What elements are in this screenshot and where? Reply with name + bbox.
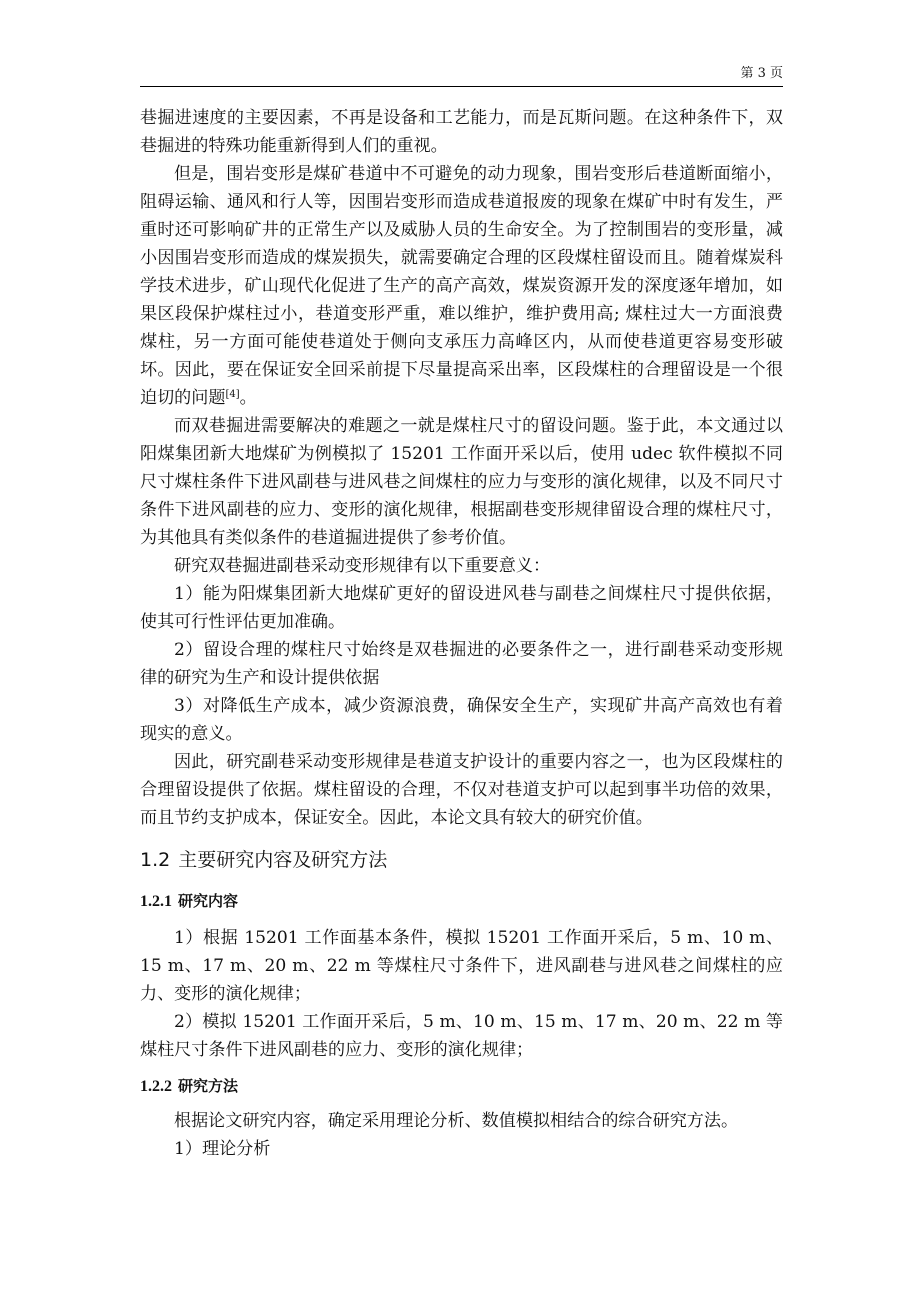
subsection-number: 1.2.1	[140, 893, 172, 910]
paragraph: 因此，研究副巷采动变形规律是巷道支护设计的重要内容之一，也为区段煤柱的合理留设提供了依据。煤柱留设的合理，不仅对巷道支护可以起到事半功倍的效果，而且节约支护成本，保证安全。因此，本论文具有较大的研究价值。	[140, 752, 783, 828]
paragraph: 而双巷掘进需要解决的难题之一就是煤柱尺寸的留设问题。鉴于此，本文通过以阳煤集团新大地煤矿为例模拟了 15201 工作面开采以后，使用 udec 软件模拟不同尺寸煤柱条件下进风副巷与进风巷之间煤柱的应力与变形的演化规律，以及不同尺寸条件下进风副巷的应力、变形的演化规律，根据副巷变形规律留设合理的煤柱尺寸，为其他具有类似条件的巷道掘进提供了参考价值。	[140, 416, 783, 548]
section-heading	[140, 841, 783, 879]
citation-ref: [4]	[225, 389, 240, 400]
document-body	[140, 104, 783, 1163]
list-item: 1）理论分析	[174, 1139, 271, 1159]
page-number: 第 3 页	[740, 66, 783, 81]
subsection-heading	[140, 1069, 783, 1103]
paragraph: 研究双巷掘进副巷采动变形规律有以下重要意义：	[174, 556, 551, 576]
list-item: 3）对降低生产成本，减少资源浪费，确保安全生产，实现矿井高产高效也有着现实的意义。	[140, 696, 783, 744]
subsection-title: 研究方法	[178, 1077, 239, 1095]
list-item: 1）根据 15201 工作面基本条件，模拟 15201 工作面开采后，5 m、10 m、15 m、17 m、20 m、22 m 等煤柱尺寸条件下，进风副巷与进风巷之间煤柱的应力、变形的演化规律；	[140, 928, 783, 1004]
subsection-title: 研究内容	[178, 892, 239, 910]
paragraph-text-end: 。	[239, 388, 257, 408]
section-number: 1.2	[140, 849, 171, 871]
paragraph-text: 但是，围岩变形是煤矿巷道中不可避免的动力现象，围岩变形后巷道断面缩小，阻碍运输、通风和行人等，因围岩变形而造成巷道报废的现象在煤矿中时有发生，严重时还可影响矿井的正常生产以及威胁人员的生命安全。为了控制围岩的变形量，减小因围岩变形而造成的煤炭损失，就需要确定合理的区段煤柱留设而且。随着煤炭科学技术进步，矿山现代化促进了生产的高产高效，煤炭资源开发的深度逐年增加，如果区段保护煤柱过小，巷道变形严重，难以维护，维护费用高; 煤柱过大一方面浪费煤柱，另一方面可能使巷道处于侧向支承压力高峰区内，从而使巷道更容易变形破坏。因此，要在保证安全回采前提下尽量提高采出率，区段煤柱的合理留设是一个很迫切的问题	[140, 164, 783, 408]
paragraph	[140, 160, 783, 412]
paragraph: 根据论文研究内容，确定采用理论分析、数值模拟相结合的综合研究方法。	[174, 1111, 739, 1131]
subsection-number: 1.2.2	[140, 1078, 172, 1095]
subsection-heading	[140, 884, 783, 918]
page-header	[140, 60, 783, 88]
paragraph: 巷掘进速度的主要因素，不再是设备和工艺能力，而是瓦斯问题。在这种条件下，双巷掘进的特殊功能重新得到人们的重视。	[140, 108, 783, 156]
list-item: 2）模拟 15201 工作面开采后，5 m、10 m、15 m、17 m、20 m、22 m 等煤柱尺寸条件下进风副巷的应力、变形的演化规律；	[140, 1012, 783, 1060]
header-divider	[140, 86, 783, 87]
list-item: 2）留设合理的煤柱尺寸始终是双巷掘进的必要条件之一，进行副巷采动变形规律的研究为生产和设计提供依据	[140, 640, 783, 688]
section-title: 主要研究内容及研究方法	[178, 849, 388, 871]
list-item: 1）能为阳煤集团新大地煤矿更好的留设进风巷与副巷之间煤柱尺寸提供依据，使其可行性评估更加准确。	[140, 584, 783, 632]
